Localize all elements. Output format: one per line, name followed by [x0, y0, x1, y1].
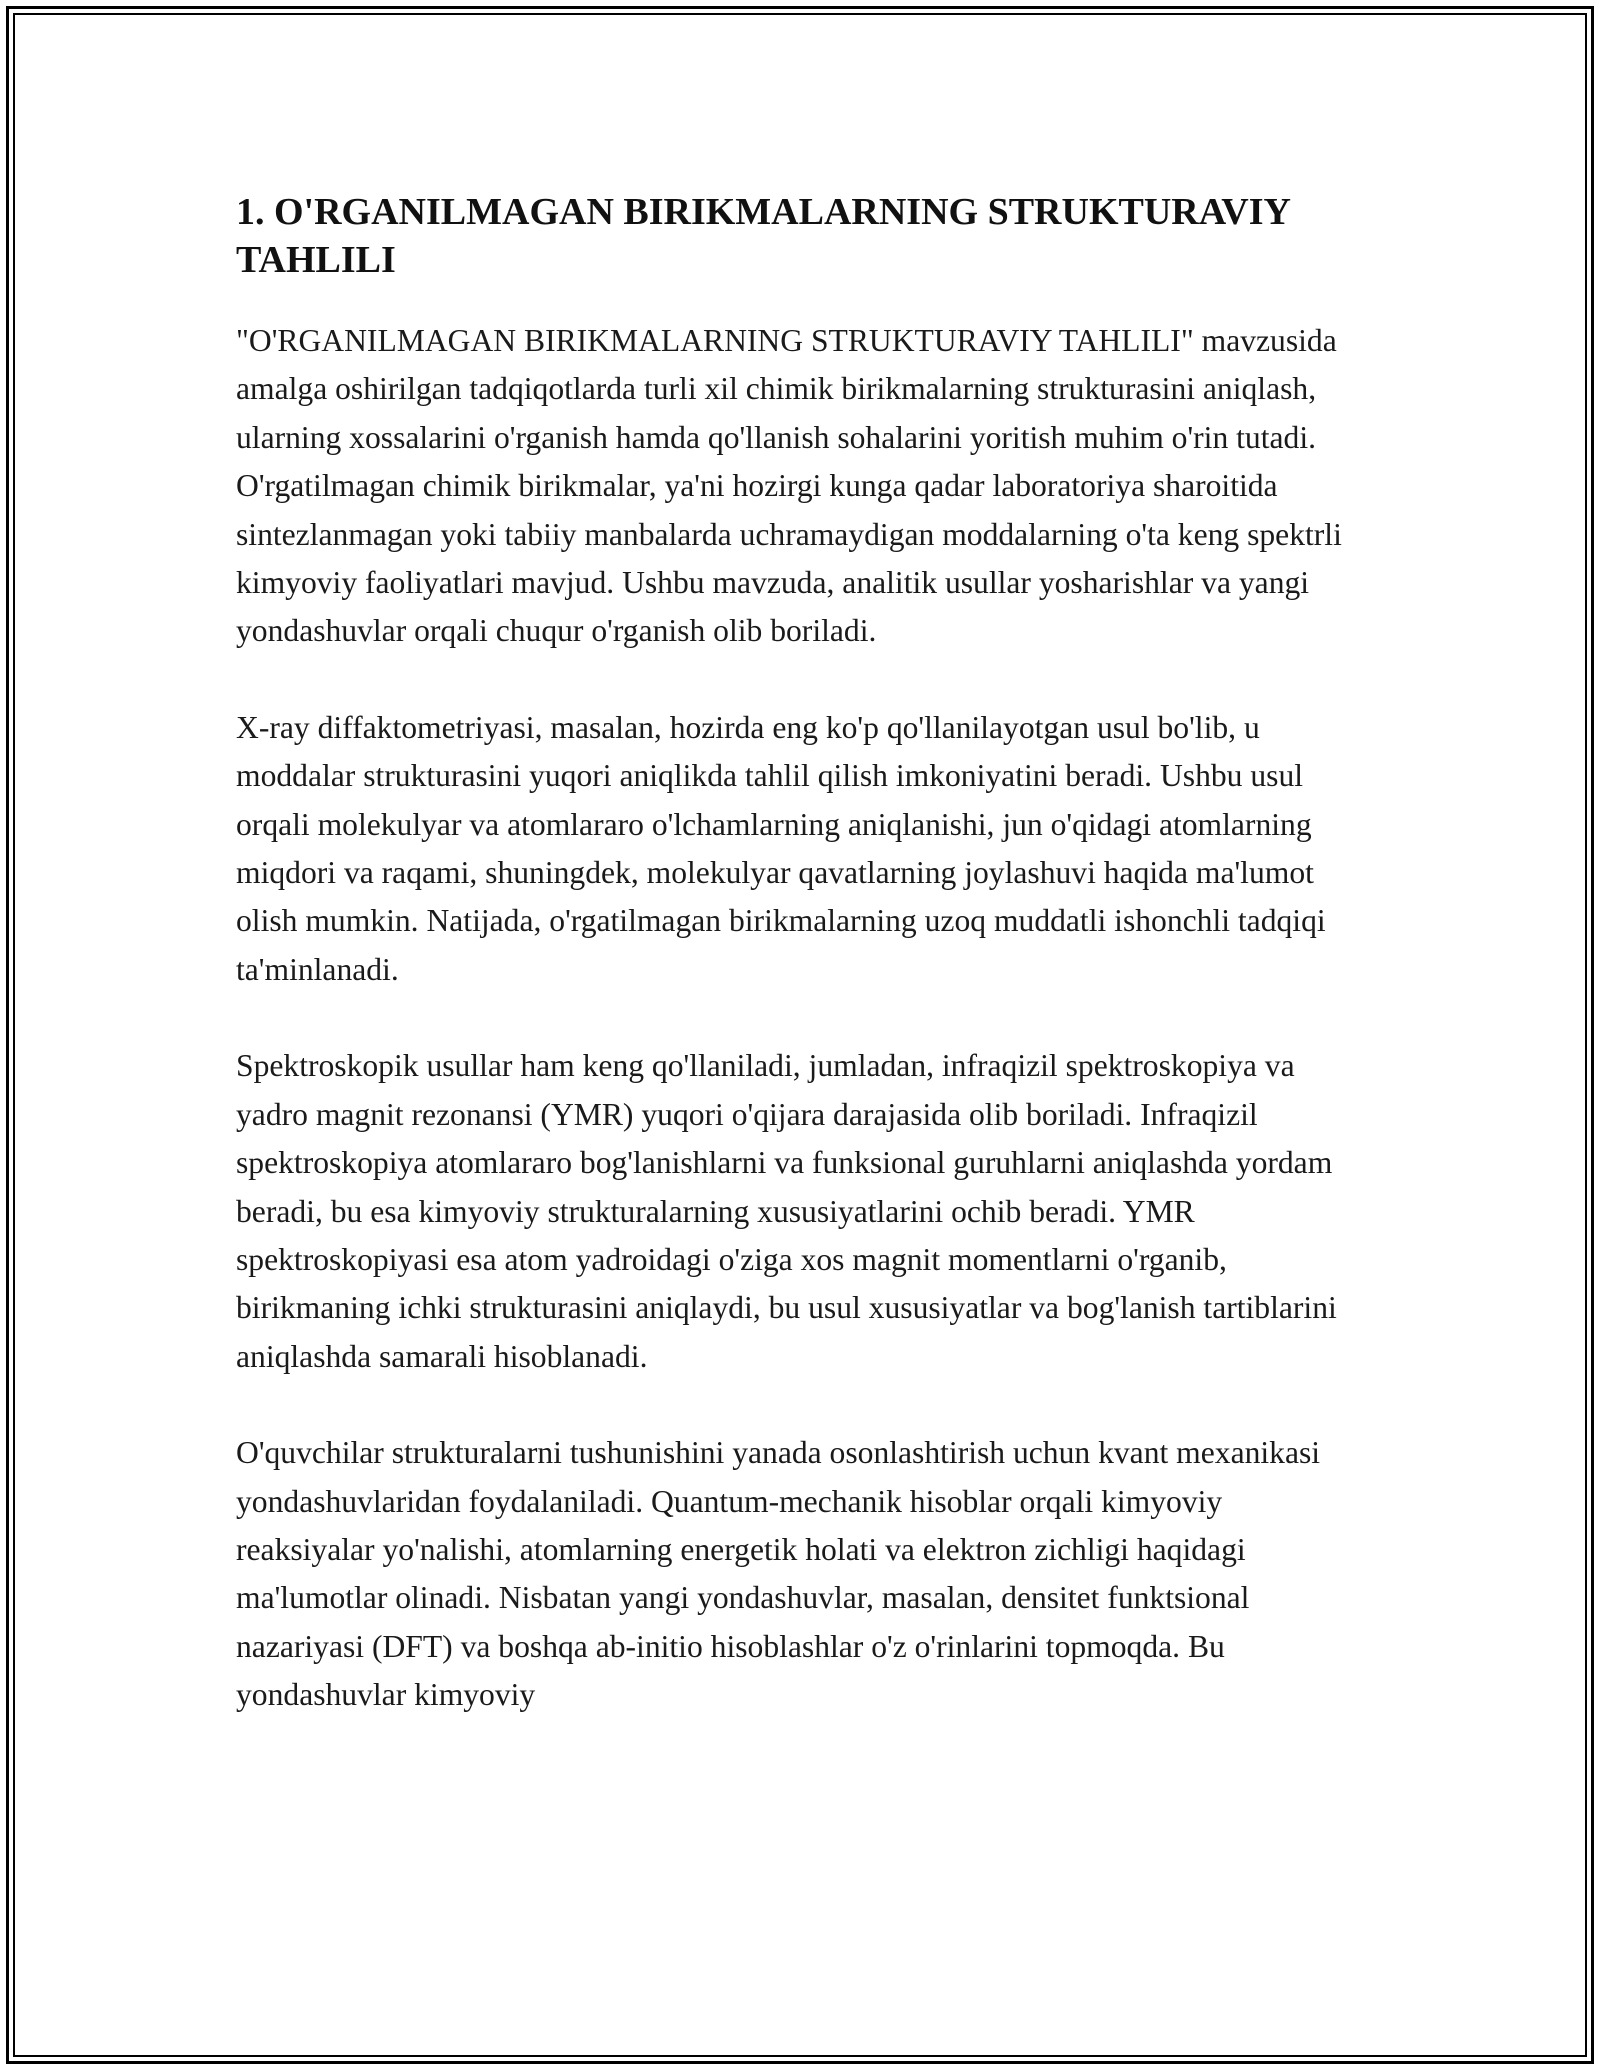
- document-body: [236, 188, 1366, 1720]
- paragraph-intro: "O'RGANILMAGAN BIRIKMALARNING STRUKTURAVIY TAHLILI" mavzusida amalga oshirilgan tadqiqotlarda turli xil chimik birikmalarning strukturasini aniqlash, ularning xossalarini o'rganish hamda qo'llanish sohalarini yoritish muhim o'rin tutadi. O'rgatilmagan chimik birikmalar, ya'ni hozirgi kunga qadar laboratoriya sharoitida sintezlanmagan yoki tabiiy manbalarda uchramaydigan moddalarning o'ta keng spektrli kimyoviy faoliyatlari mavjud. Ushbu mavzuda, analitik usullar yosharishlar va yangi yondashuvlar orqali chuqur o'rganish olib boriladi.: [236, 323, 1342, 649]
- paragraph-quantum: O'quvchilar strukturalarni tushunishini yanada osonlashtirish uchun kvant mexanikasi yondashuvlaridan foydalaniladi. Quantum-mechanik hisoblar orqali kimyoviy reaksiyalar yo'nalishi, atomlarning energetik holati va elektron zichligi haqidagi ma'lumotlar olinadi. Nisbatan yangi yondashuvlar, masalan, densitet funktsional nazariyasi (DFT) va boshqa ab-initio hisoblashlar o'z o'rinlarini topmoqda. Bu yondashuvlar kimyoviy: [236, 1435, 1321, 1713]
- paragraph-spectroscopy: Spektroskopik usullar ham keng qo'llaniladi, jumladan, infraqizil spektroskopiya va yadro magnit rezonansi (YMR) yuqori o'qijara darajasida olib boriladi. Infraqizil spektroskopiya atomlararo bog'lanishlarni va funksional guruhlarni aniqlashda yordam beradi, bu esa kimyoviy strukturalarning xususiyatlarini ochib beradi. YMR spektroskopiyasi esa atom yadroidagi o'ziga xos magnit momentlarni o'rganib, birikmaning ichki strukturasini aniqlaydi, bu usul xususiyatlar va bog'lanish tartiblarini aniqlashda samarali hisoblanadi.: [236, 1048, 1337, 1374]
- document-title: 1. O'RGANILMAGAN BIRIKMALARNING STRUKTURAVIY TAHLILI: [236, 191, 1290, 281]
- paragraph-xray: X-ray diffaktometriyasi, masalan, hozirda eng ko'p qo'llanilayotgan usul bo'lib, u moddalar strukturasini yuqori aniqlikda tahlil qilish imkoniyatini beradi. Ushbu usul orqali molekulyar va atomlararo o'lchamlarning aniqlanishi, jun o'qidagi atomlarning miqdori va raqami, shuningdek, molekulyar qavatlarning joylashuvi haqida ma'lumot olish mumkin. Natijada, o'rgatilmagan birikmalarning uzoq muddatli ishonchli tadqiqi ta'minlanadi.: [236, 709, 1326, 987]
